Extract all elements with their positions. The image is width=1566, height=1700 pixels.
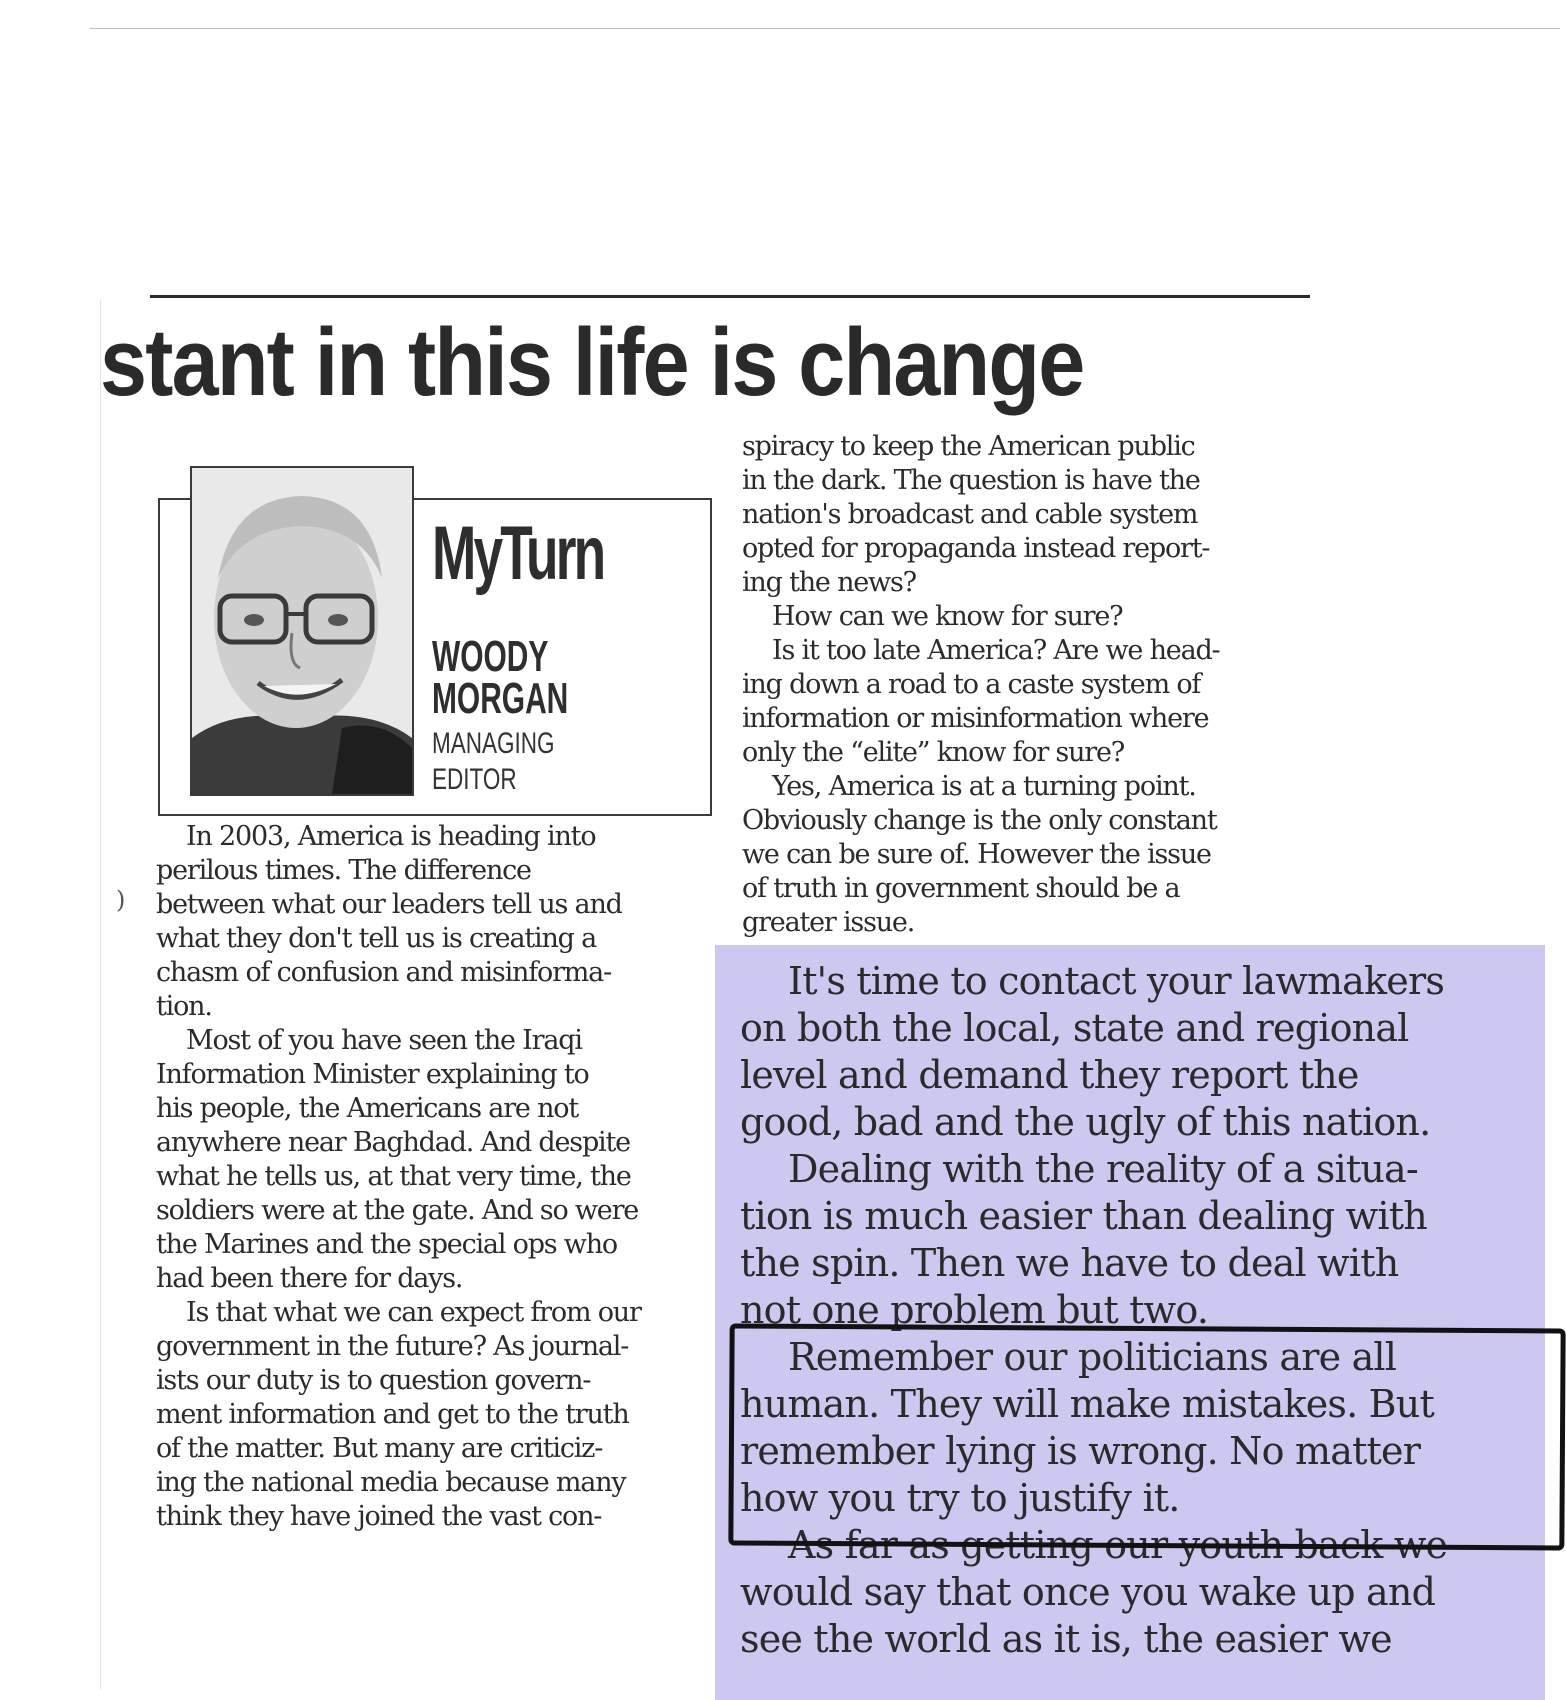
scan-edge-left xyxy=(100,300,101,1690)
text-line: greater issue. xyxy=(742,907,915,938)
text-line: how you try to justify it. xyxy=(740,1476,1180,1520)
text-line: opted for propaganda instead report- xyxy=(742,533,1210,564)
author-title xyxy=(432,726,555,798)
text-line: spiracy to keep the American public xyxy=(742,431,1195,462)
text-line: Remember our politicians are all xyxy=(788,1335,1397,1379)
text-line: see the world as it is, the easier we xyxy=(740,1617,1392,1661)
text-line: anywhere near Baghdad. And despite xyxy=(156,1127,630,1158)
text-line: of truth in government should be a xyxy=(742,873,1180,904)
margin-mark: ) xyxy=(116,886,126,914)
text-line: ment information and get to the truth xyxy=(156,1399,629,1430)
text-line: good, bad and the ugly of this nation. xyxy=(740,1100,1431,1144)
text-line: tion is much easier than dealing with xyxy=(740,1194,1427,1238)
author-portrait-image xyxy=(192,468,412,794)
text-line: his people, the Americans are not xyxy=(156,1093,578,1124)
text-line: ing down a road to a caste system of xyxy=(742,669,1201,700)
text-line: ists our duty is to question govern- xyxy=(156,1365,591,1396)
text-line: Information Minister explaining to xyxy=(156,1059,589,1090)
author-first-name: WOODY xyxy=(432,632,549,681)
text-line: human. They will make mistakes. But xyxy=(740,1382,1434,1426)
text-line: nation's broadcast and cable system xyxy=(742,499,1198,530)
author-photo xyxy=(190,466,414,796)
text-line: level and demand they report the xyxy=(740,1053,1359,1097)
text-line: Dealing with the reality of a situa- xyxy=(788,1147,1418,1191)
text-line: Most of you have seen the Iraqi xyxy=(186,1025,582,1056)
text-line: think they have joined the vast con- xyxy=(156,1501,602,1532)
text-line: would say that once you wake up and xyxy=(740,1570,1436,1614)
text-line: soldiers were at the gate. And so were xyxy=(156,1195,639,1226)
text-line: As far as getting our youth back we xyxy=(788,1523,1448,1567)
article-left-column xyxy=(156,820,641,1534)
text-line: Yes, America is at a turning point. xyxy=(772,771,1196,802)
article-right-column xyxy=(742,430,1219,940)
text-line: on both the local, state and regional xyxy=(740,1006,1409,1050)
text-line: It's time to contact your lawmakers xyxy=(788,959,1445,1003)
text-line: in the dark. The question is have the xyxy=(742,465,1200,496)
text-line: not one problem but two. xyxy=(740,1288,1209,1332)
text-line: ing the news? xyxy=(742,567,916,598)
text-line: tion. xyxy=(156,991,212,1022)
text-line: what he tells us, at that very time, the xyxy=(156,1161,631,1192)
text-line: information or misinformation where xyxy=(742,703,1209,734)
author-title-line: EDITOR xyxy=(432,763,517,796)
text-line: only the “elite” know for sure? xyxy=(742,737,1125,768)
text-line: between what our leaders tell us and xyxy=(156,889,622,920)
author-name xyxy=(432,632,569,723)
author-title-line: MANAGING xyxy=(432,727,555,760)
hand-drawn-box xyxy=(728,1323,1565,1550)
article-highlighted-column xyxy=(740,958,1447,1663)
column-name: MyTurn xyxy=(432,511,604,596)
text-line: government in the future? As journal- xyxy=(156,1331,629,1362)
headline: stant in this life is change xyxy=(100,309,1084,416)
text-line: perilous times. The difference xyxy=(156,855,531,886)
text-line: ing the national media because many xyxy=(156,1467,626,1498)
text-line: we can be sure of. However the issue xyxy=(742,839,1211,870)
text-line: In 2003, America is heading into xyxy=(186,821,596,852)
author-last-name: MORGAN xyxy=(432,674,569,723)
text-line: the Marines and the special ops who xyxy=(156,1229,617,1260)
text-line: Is that what we can expect from our xyxy=(186,1297,641,1328)
scan-edge xyxy=(90,28,1560,29)
text-line: Is it too late America? Are we head- xyxy=(772,635,1220,666)
text-line: had been there for days. xyxy=(156,1263,463,1294)
text-line: the spin. Then we have to deal with xyxy=(740,1241,1399,1285)
text-line: Obviously change is the only constant xyxy=(742,805,1217,836)
text-line: remember lying is wrong. No matter xyxy=(740,1429,1421,1473)
text-line: How can we know for sure? xyxy=(772,601,1123,632)
headline-rule xyxy=(150,295,1310,298)
text-line: of the matter. But many are criticiz- xyxy=(156,1433,603,1464)
text-line: chasm of confusion and misinforma- xyxy=(156,957,611,988)
text-line: what they don't tell us is creating a xyxy=(156,923,596,954)
